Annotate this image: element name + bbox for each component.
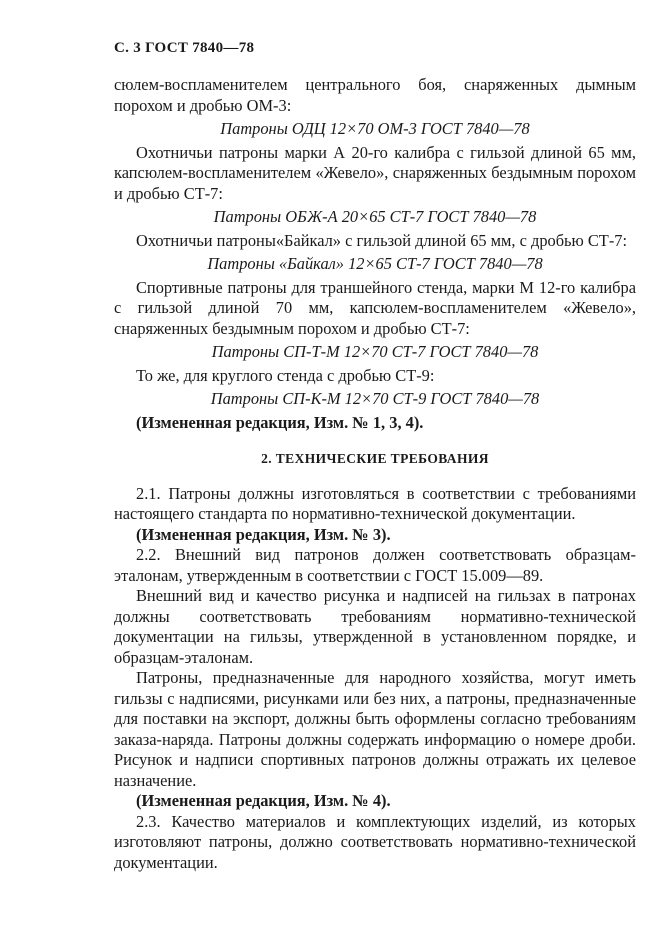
paragraph: Внешний вид и качество рисунка и надписей на гильзах в патронах должны соответствовать требованиям нормативно-технической документации на гильзы, утвержденной в установленном порядке, и образцам-эталонам. (114, 586, 636, 667)
section-heading: 2. ТЕХНИЧЕСКИЕ ТРЕБОВАНИЯ (261, 451, 489, 466)
clause-2-2: 2.2. Внешний вид патронов должен соответствовать образцам-эталонам, утвержденным в соответствии с ГОСТ 15.009—89. (114, 545, 636, 585)
body-text (114, 75, 636, 873)
designation-formula: Патроны СП-К-М 12×70 СТ-9 ГОСТ 7840—78 (210, 389, 540, 408)
paragraph: сюлем-воспламенителем центрального боя, снаряженных дымным порохом и дробью ОМ-3: (114, 75, 636, 115)
amendment-note: (Измененная редакция, Изм. № 1, 3, 4). (136, 412, 424, 432)
designation-formula: Патроны «Байкал» 12×65 СТ-7 ГОСТ 7840—78 (207, 254, 543, 273)
paragraph: Спортивные патроны для траншейного стенда, марки М 12-го калибра с гильзой длиной 70 мм, капсюлем-воспламенителем «Жевело», снаряженных бездымным порохом и дробью СТ-7: (114, 277, 636, 338)
amendment-note: (Измененная редакция, Изм. № 4). (136, 791, 391, 810)
designation-formula: Патроны СП-Т-М 12×70 СТ-7 ГОСТ 7840—78 (211, 342, 539, 361)
paragraph: Охотничьи патроны«Байкал» с гильзой длиной 65 мм, с дробью СТ-7: (136, 230, 628, 250)
amendment-note: (Измененная редакция, Изм. № 3). (136, 524, 391, 544)
clause-2-3: 2.3. Качество материалов и комплектующих изделий, из которых изготовляют патроны, должно соответствовать нормативно-технической документации. (114, 811, 636, 872)
paragraph: Патроны, предназначенные для народного хозяйства, могут иметь гильзы с надписями, рисунками или без них, а патроны, предназначенные для поставки на экспорт, должны быть оформлены согласно требованиям заказа-наряда. Патроны должны содержать информацию о номере дроби. Рисунок и надписи спортивных патронов должны отражать их целевое назначение. (114, 668, 636, 790)
clause-2-1: 2.1. Патроны должны изготовляться в соответствии с требованиями настоящего стандарта по нормативно-технической документации. (114, 483, 636, 523)
designation-formula: Патроны ОДЦ 12×70 ОМ-3 ГОСТ 7840—78 (220, 119, 530, 138)
page-header: С. 3 ГОСТ 7840—78 (114, 40, 255, 56)
paragraph: То же, для круглого стенда с дробью СТ-9: (136, 365, 435, 385)
paragraph: Охотничьи патроны марки А 20-го калибра с гильзой длиной 65 мм, капсюлем-воспламенителем «Жевело», снаряженных бездымным порохом и дробью СТ-7: (114, 142, 636, 203)
designation-formula: Патроны ОБЖ-А 20×65 СТ-7 ГОСТ 7840—78 (213, 207, 537, 226)
